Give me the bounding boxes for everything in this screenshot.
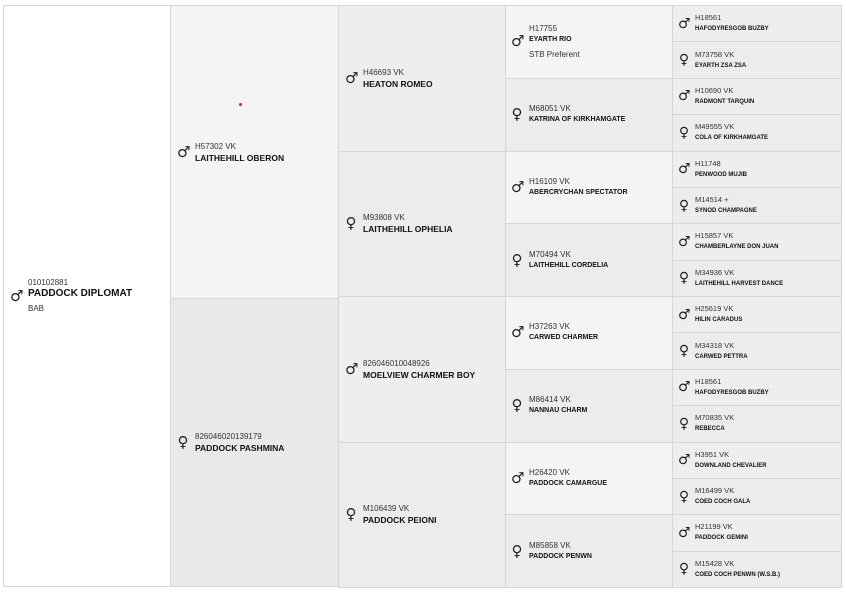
breed-note: BAB (28, 304, 45, 313)
female-icon: ♀ (678, 561, 690, 578)
reg-number: H16109 VK (529, 176, 570, 186)
female-icon: ♀ (511, 396, 523, 415)
reg-number: M73758 VK (695, 49, 735, 59)
reg-number: M85858 VK (529, 540, 571, 550)
female-icon: ♀ (511, 105, 523, 124)
subject-cell[interactable] (3, 5, 171, 587)
horse-name[interactable]: HILIN CARADUS (695, 317, 743, 324)
reg-number: H25619 VK (695, 304, 734, 314)
reg-number: H37263 VK (529, 322, 570, 332)
horse-name[interactable]: PADDOCK CAMARGUE (529, 479, 608, 487)
ancestor-cell[interactable] (505, 442, 673, 516)
ancestor-cell[interactable] (672, 78, 842, 115)
male-icon: ♂ (678, 233, 691, 250)
reg-number: 010102881 (28, 278, 69, 287)
ancestor-cell[interactable] (505, 514, 673, 588)
male-icon: ♂ (678, 452, 691, 469)
horse-name[interactable]: PADDOCK GEMINI (695, 535, 748, 542)
horse-name[interactable]: LAITHEHILL HARVEST DANCE (695, 280, 784, 287)
female-icon: ♀ (345, 214, 357, 233)
ancestor-cell[interactable] (672, 551, 842, 588)
female-icon: ♀ (678, 488, 690, 505)
female-icon: ♀ (678, 343, 690, 360)
male-icon: ♂ (10, 286, 24, 305)
reg-number: M16499 VK (695, 486, 735, 496)
reg-number: M14514 + (695, 195, 729, 205)
horse-name[interactable]: HAFODYRESGOB BUZBY (695, 26, 769, 33)
reg-number: M15428 VK (695, 558, 735, 568)
ancestor-cell[interactable] (672, 151, 842, 188)
male-icon: ♂ (345, 68, 359, 87)
horse-name[interactable]: PADDOCK PASHMINA (195, 443, 285, 453)
horse-name[interactable]: EYARTH RIO (529, 35, 572, 43)
horse-name[interactable]: CARWED CHARMER (529, 334, 599, 342)
female-icon: ♀ (345, 505, 357, 524)
ancestor-cell[interactable] (672, 296, 842, 333)
ancestor-cell[interactable] (338, 5, 506, 152)
reg-number: H57302 VK (195, 141, 236, 151)
reg-number: M70494 VK (529, 249, 571, 259)
reg-number: H21199 VK (695, 522, 733, 532)
female-icon: ♀ (177, 433, 189, 451)
ancestor-cell[interactable] (338, 442, 506, 589)
horse-name[interactable]: COLA OF KIRKHAMGATE (695, 135, 768, 142)
reg-number: H11748 (695, 158, 721, 168)
horse-name[interactable]: MOELVIEW CHARMER BOY (363, 369, 476, 380)
male-icon: ♂ (678, 524, 691, 541)
ancestor-cell[interactable] (338, 296, 506, 443)
horse-name[interactable]: LAITHEHILL OPHELIA (363, 224, 453, 235)
horse-name[interactable]: KATRINA OF KIRKHAMGATE (529, 116, 626, 124)
male-icon: ♂ (678, 88, 691, 105)
male-icon: ♂ (511, 323, 525, 342)
horse-name[interactable]: LAITHEHILL CORDELIA (529, 261, 609, 269)
female-icon: ♀ (678, 197, 690, 214)
male-icon: ♂ (678, 15, 691, 32)
horse-name[interactable]: NANNAU CHARM (529, 407, 588, 415)
breed-note: STB Preferent (529, 49, 580, 59)
ancestor-cell[interactable] (505, 369, 673, 443)
horse-name[interactable]: CARWED PETTRA (695, 353, 748, 360)
reg-number: M68051 VK (529, 104, 571, 114)
female-icon: ♀ (678, 415, 690, 432)
male-icon: ♂ (511, 177, 525, 196)
ancestor-cell[interactable] (672, 369, 842, 406)
reg-number: H46693 VK (363, 67, 404, 77)
ancestor-cell[interactable] (505, 78, 673, 152)
horse-name[interactable]: PADDOCK PENWN (529, 552, 592, 560)
female-icon: ♀ (511, 250, 523, 269)
ancestor-cell[interactable] (672, 114, 842, 151)
reg-number: H18561 (695, 13, 722, 23)
male-icon: ♂ (678, 306, 691, 323)
ancestor-cell[interactable] (672, 260, 842, 297)
reg-number: M34936 VK (695, 267, 735, 277)
reg-number: H18561 (695, 376, 722, 386)
horse-name[interactable]: PENWOOD MUJIB (695, 171, 748, 178)
reg-number: M34318 VK (695, 340, 735, 350)
ancestor-cell[interactable] (672, 514, 842, 551)
horse-name[interactable]: COED COCH PENWN (W.S.B.) (695, 571, 780, 578)
reg-number: H15857 VK (695, 231, 734, 241)
horse-name[interactable]: COED COCH GALA (695, 499, 751, 506)
ancestor-cell[interactable] (505, 5, 673, 79)
ancestor-cell[interactable] (338, 151, 506, 298)
reg-number: 826046010048926 (363, 358, 430, 368)
female-icon: ♀ (678, 124, 690, 141)
reg-number: M93808 VK (363, 213, 405, 223)
male-icon: ♂ (511, 468, 525, 487)
horse-name[interactable]: HAFODYRESGOB BUZBY (695, 389, 769, 396)
horse-name[interactable]: REBECCA (695, 426, 725, 433)
male-icon: ♂ (177, 142, 191, 161)
horse-name[interactable]: HEATON ROMEO (363, 78, 433, 89)
male-icon: ♂ (678, 379, 691, 396)
reg-number: H3951 VK (695, 449, 730, 459)
horse-name[interactable]: CHAMBERLAYNE DON JUAN (695, 244, 779, 251)
reg-number: H10690 VK (695, 85, 734, 95)
ancestor-cell[interactable] (672, 332, 842, 369)
female-icon: ♀ (678, 270, 690, 287)
reg-number: M70835 VK (695, 413, 735, 423)
female-icon: ♀ (678, 52, 690, 69)
horse-name[interactable]: DOWNLAND CHEVALIER (695, 462, 767, 469)
sire-cell[interactable] (170, 5, 339, 299)
ancestor-cell[interactable] (672, 223, 842, 260)
reg-number: H26420 VK (529, 467, 570, 477)
horse-name[interactable]: SYNOD CHAMPAGNE (695, 208, 757, 215)
horse-name[interactable]: ABERCRYCHAN SPECTATOR (529, 188, 628, 196)
male-icon: ♂ (678, 161, 691, 178)
reg-number: M106439 VK (363, 504, 410, 514)
ancestor-cell[interactable] (672, 5, 842, 42)
horse-name[interactable]: PADDOCK DIPLOMAT (28, 288, 133, 299)
dam-cell[interactable] (170, 298, 339, 587)
male-icon: ♂ (511, 32, 525, 51)
ancestor-cell[interactable] (505, 151, 673, 225)
ancestor-cell[interactable] (672, 478, 842, 515)
male-icon: ♂ (345, 359, 359, 378)
reg-number: M86414 VK (529, 395, 571, 405)
horse-name[interactable]: PADDOCK PEIONI (363, 515, 437, 526)
horse-name[interactable]: EYARTH ZSA ZSA (695, 62, 747, 69)
ancestor-cell[interactable] (505, 296, 673, 370)
ancestor-cell[interactable] (672, 41, 842, 78)
female-icon: ♀ (511, 541, 523, 560)
horse-name[interactable]: RADMONT TARQUIN (695, 98, 755, 105)
reg-number: H17755 (529, 23, 558, 33)
reg-number: 826046020139179 (195, 432, 262, 441)
red-dot-marker (239, 103, 242, 106)
reg-number: M49555 VK (695, 122, 735, 132)
horse-name[interactable]: LAITHEHILL OBERON (195, 152, 285, 163)
ancestor-cell[interactable] (505, 223, 673, 297)
ancestor-cell[interactable] (672, 187, 842, 224)
ancestor-cell[interactable] (672, 442, 842, 479)
ancestor-cell[interactable] (672, 405, 842, 442)
